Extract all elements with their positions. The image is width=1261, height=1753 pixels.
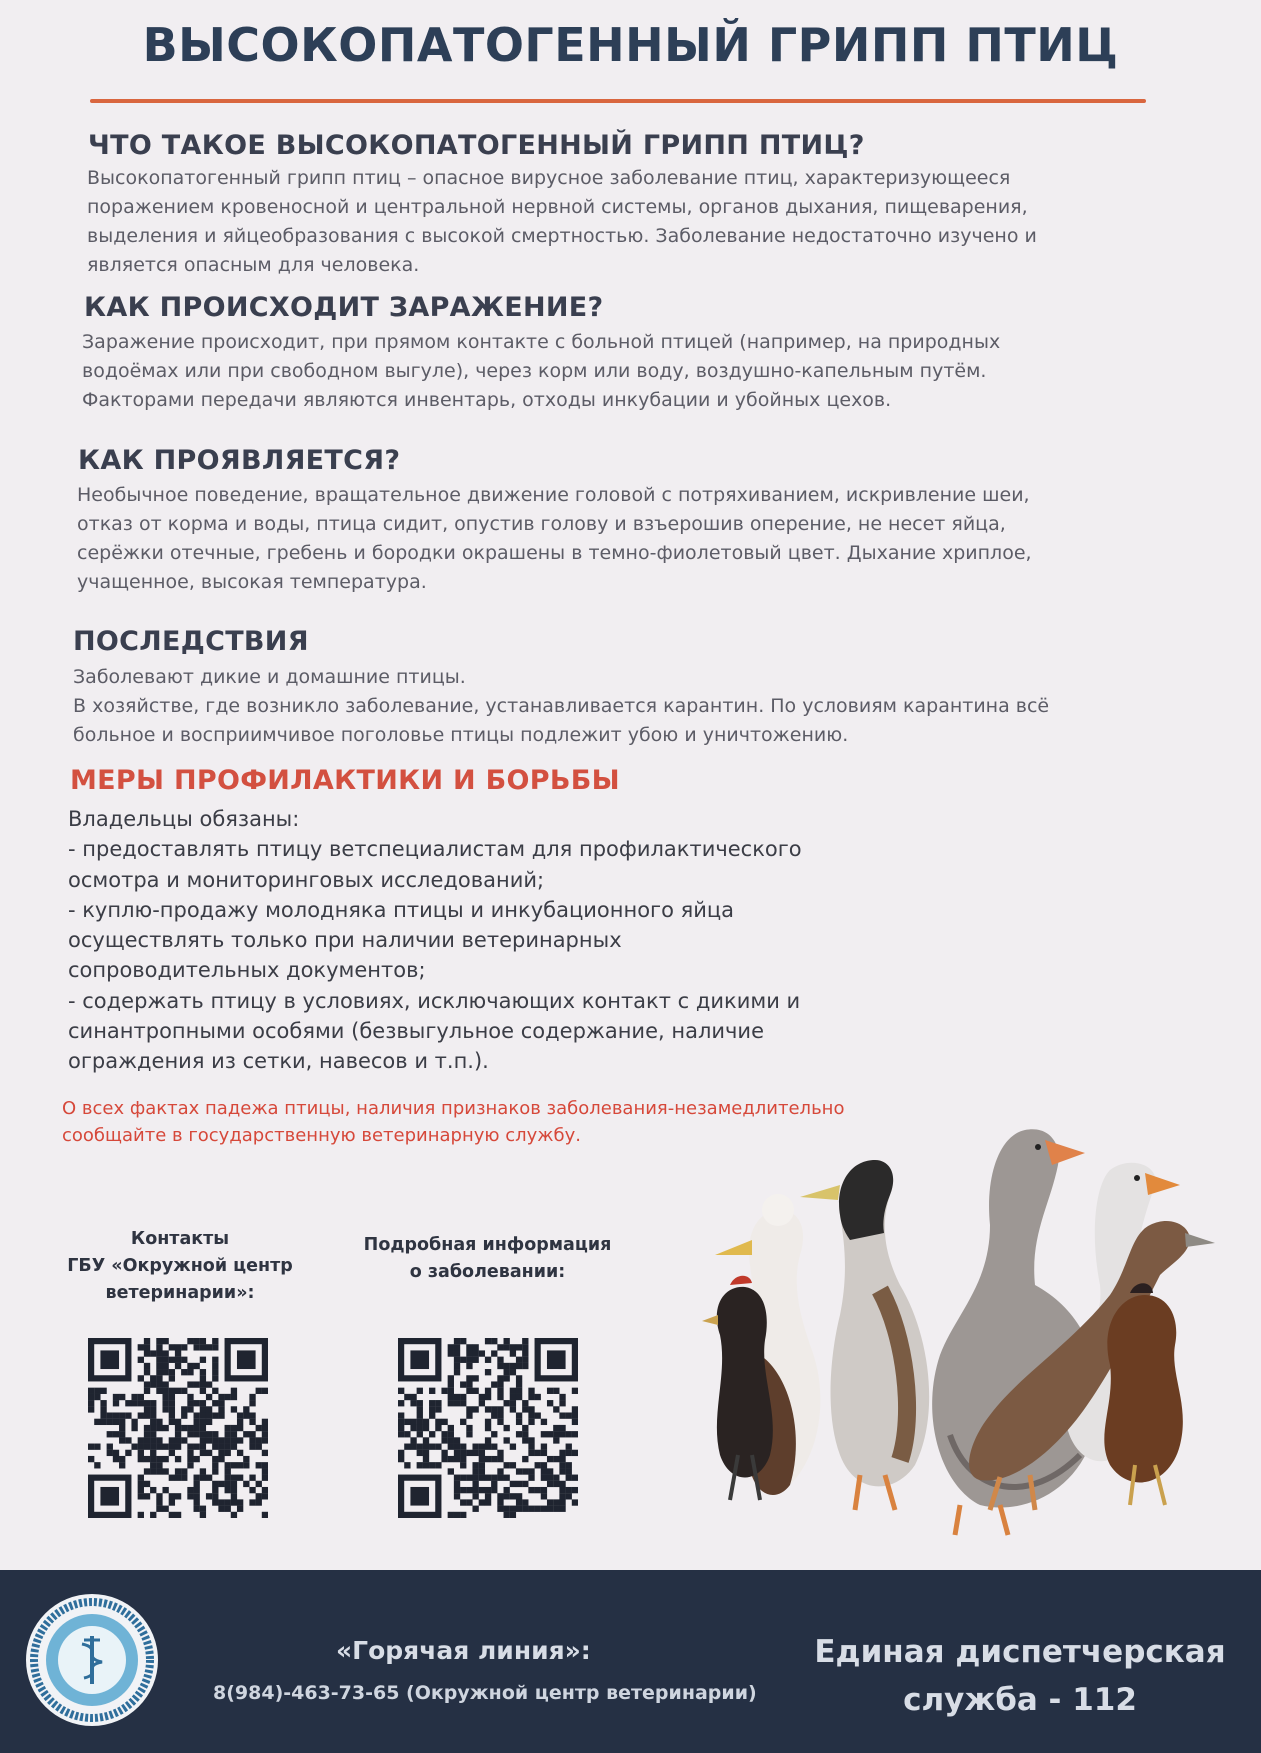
text-line: Заражение происходит, при прямом контакте с больной птицей (например, на природных: [82, 331, 1001, 353]
dispatch-service: [800, 1628, 1240, 1724]
poster-title: ВЫСОКОПАТОГЕННЫЙ ГРИПП ПТИЦ: [142, 18, 1119, 72]
section-heading-what-is: ЧТО ТАКОЕ ВЫСОКОПАТОГЕННЫЙ ГРИПП ПТИЦ?: [88, 130, 865, 161]
section-heading-consequences: ПОСЛЕДСТВИЯ: [73, 626, 309, 657]
hotline-label: «Горячая линия»:: [336, 1636, 591, 1665]
caption-line: о заболевании:: [409, 1262, 566, 1282]
dispatch-line: служба - 112: [903, 1682, 1137, 1718]
warning-line: сообщайте в государственную ветеринарную службу.: [62, 1125, 581, 1146]
measures-line: синантропными особями (безвыгульное содержание, наличие: [68, 1019, 764, 1044]
text-line: больное и восприимчивое поголовье птицы подлежит убою и уничтожению.: [73, 724, 849, 746]
measures-line: сопроводительных документов;: [68, 958, 426, 983]
measures-list: [68, 804, 802, 1077]
measures-line: Владельцы обязаны:: [68, 807, 300, 831]
dispatch-line: Единая диспетчерская: [814, 1634, 1226, 1670]
section-text-symptoms: [77, 481, 1032, 597]
title-divider: [90, 99, 1146, 103]
birds-illustration: [690, 1115, 1250, 1570]
caption-line: ГБУ «Окружной центр: [67, 1256, 293, 1276]
section-heading-infection: КАК ПРОИСХОДИТ ЗАРАЖЕНИЕ?: [84, 292, 604, 323]
text-line: Заболевают дикие и домашние птицы.: [73, 666, 466, 688]
text-line: водоёмах или при свободном выгуле), через корм или воду, воздушно-капельным путём.: [82, 360, 987, 382]
measures-line: ограждения из сетки, навесов и т.п.).: [68, 1049, 489, 1074]
text-line: является опасным для человека.: [87, 254, 420, 276]
section-text-consequences: [73, 663, 1049, 750]
text-line: выделения и яйцеобразования с высокой смертностью. Заболевание недостаточно изучено и: [87, 225, 1037, 247]
text-line: отказ от корма и воды, птица сидит, опустив голову и взъерошив оперение, не несет яйца,: [77, 513, 1006, 535]
measures-line: - содержать птицу в условиях, исключающих контакт с дикими и: [68, 988, 801, 1013]
section-heading-symptoms: КАК ПРОЯВЛЯЕТСЯ?: [78, 445, 401, 476]
hotline-phone[interactable]: 8(984)-463-73-65 (Окружной центр ветеринарии): [213, 1682, 757, 1704]
duck-runner-illustration: [800, 1160, 929, 1486]
text-line: Необычное поведение, вращательное движение головой с потряхиванием, искривление шеи,: [77, 484, 1030, 506]
vet-center-emblem-icon: [24, 1592, 160, 1728]
measures-line: - куплю-продажу молодняка птицы и инкубационного яйца: [68, 897, 735, 922]
info-qr-code[interactable]: [398, 1338, 578, 1518]
text-line: Факторами передачи являются инвентарь, отходы инкубации и убойных цехов.: [82, 389, 892, 411]
text-line: Высокопатогенный грипп птиц – опасное вирусное заболевание птиц, характеризующееся: [87, 167, 1011, 189]
measures-line: - предоставлять птицу ветспециалистам для профилактического: [68, 837, 802, 862]
text-line: В хозяйстве, где возникло заболевание, устанавливается карантин. По условиям карантина всё: [73, 695, 1050, 717]
chicken-black-illustration: [702, 1276, 773, 1500]
contacts-caption: [40, 1226, 320, 1307]
text-line: учащенное, высокая температура.: [77, 571, 427, 593]
section-text-infection: [82, 328, 1000, 415]
caption-line: Подробная информация: [363, 1235, 612, 1255]
caption-line: Контакты: [130, 1229, 230, 1249]
info-caption: [345, 1232, 630, 1286]
measures-line: осуществлять только при наличии ветеринарных: [68, 928, 622, 953]
caption-line: ветеринарии»:: [105, 1283, 255, 1303]
measures-line: осмотра и мониторинговых исследований;: [68, 867, 545, 892]
section-text-what-is: [87, 164, 1037, 280]
section-heading-measures: МЕРЫ ПРОФИЛАКТИКИ И БОРЬБЫ: [70, 765, 620, 796]
contacts-qr-code[interactable]: [88, 1338, 268, 1518]
warning-line: О всех фактах падежа птицы, наличия признаков заболевания-незамедлительно: [62, 1098, 845, 1119]
chicken-brown-illustration: [1104, 1283, 1183, 1505]
text-line: поражением кровеносной и центральной нервной системы, органов дыхания, пищеварения,: [87, 196, 1028, 218]
text-line: серёжки отечные, гребень и бородки окрашены в темно-фиолетовый цвет. Дыхание хриплое,: [77, 542, 1032, 564]
